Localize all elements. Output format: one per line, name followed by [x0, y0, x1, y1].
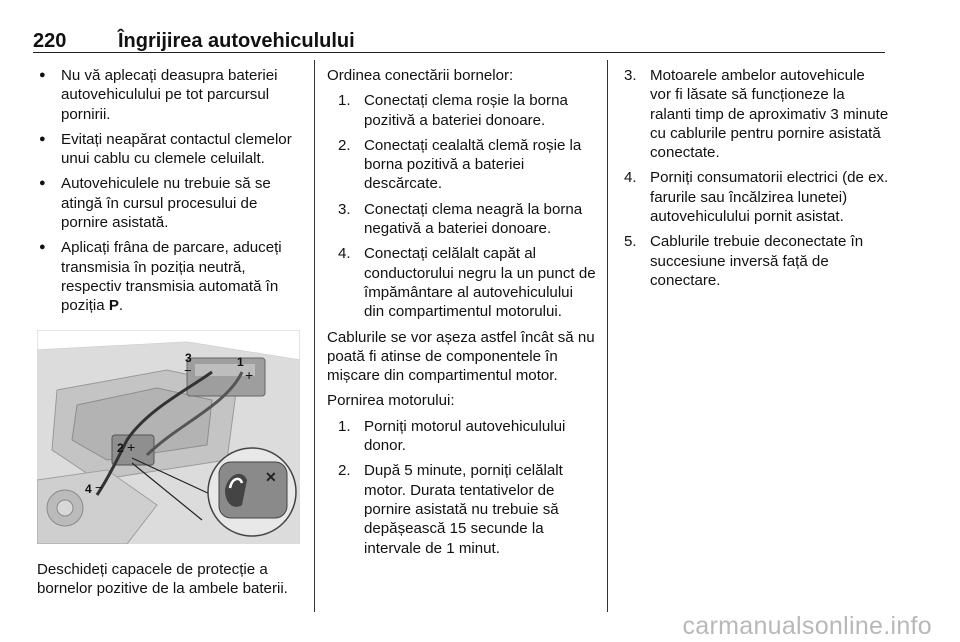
list-item: 5. Cablurile trebuie deconectate în succesiune inversă față de conectare. [624, 233, 864, 289]
list-item: 2. Conectați cealaltă clemă roșie la borna pozitivă a bateriei descărcate. [338, 136, 582, 193]
figure-label-4: 4 [85, 481, 92, 496]
list-item: 4. Conectați celălalt capăt al conductorului negru la un punct de împământare al autovehiculului din compartimentul motorului. [338, 245, 596, 321]
svg-text:✕: ✕ [265, 468, 277, 485]
page-title: Îngrijirea autovehiculului [118, 30, 355, 52]
battery-connection-diagram [37, 330, 300, 544]
figure-sign-plus: + [127, 438, 136, 455]
column-divider [314, 60, 315, 612]
list-item: ● Autovehiculele nu trebuie să se atingă în cursul procesului de pornire asistată. [37, 174, 305, 232]
start-steps-continued [624, 66, 889, 290]
column-divider [607, 60, 608, 612]
list-item: 1. Porniți motorul autovehiculului donor. [338, 417, 566, 455]
list-item: 2. După 5 minute, porniți celălalt motor. Durata tentativelor de pornire asistată nu trebuie să depășească 15 secunde la intervale de 1 minut. [338, 462, 563, 557]
page-number: 220 [33, 30, 67, 52]
list-item: 4. Porniți consumatorii electrici (de ex. farurile sau încălzirea lunetei) autovehiculului pornit asistat. [624, 169, 889, 226]
list-item: ● Evitați neapărat contactul clemelor unui cablu cu clemele celuilalt. [37, 130, 305, 169]
list-item: ● Aplicați frâna de parcare, aduceți transmisia în poziția neutră, respectiv transmisia automată în poziția P. [37, 238, 305, 315]
header-rule [33, 52, 885, 53]
figure-sign-minus: − [95, 479, 103, 495]
column-3 [624, 66, 889, 296]
safety-bullet-list [37, 66, 305, 316]
figure-label-3: 3 [185, 350, 192, 365]
page-header [33, 30, 885, 54]
figure-label-1: 1 [237, 354, 244, 369]
cable-note: Cablurile se vor așeza astfel încât să nu poată fi atinse de componentele în mișcare din compartimentul motor. [327, 328, 595, 385]
figure-sign-minus: − [184, 362, 192, 378]
engine-bay-illustration [37, 330, 300, 544]
list-item: ● Nu vă aplecați deasupra bateriei autovehiculului pe tot parcursul pornirii. [37, 66, 305, 124]
section-heading: Ordinea conectării bornelor: [327, 67, 514, 84]
gear-position: P [108, 297, 119, 315]
figure-caption: Deschideți capacele de protecție a bornelor pozitive de la ambele baterii. [37, 560, 288, 597]
watermark: carmanualsonline.info [682, 612, 932, 640]
section-heading: Pornirea motorului: [327, 392, 455, 410]
column-2 [327, 66, 597, 564]
list-item: 1. Conectați clema roșie la borna pozitivă a bateriei donoare. [338, 92, 568, 129]
list-item: 3. Conectați clema neagră la borna negativă a bateriei donoare. [338, 200, 583, 238]
figure-sign-plus: + [245, 366, 254, 383]
column-1 [37, 66, 305, 598]
start-steps [338, 417, 597, 558]
list-item: 3. Motoarele ambelor autovehicule vor fi lăsate să funcționeze la ralanti timp de aproximativ 3 minute cu cablurile pentru pornire asistată conectate. [624, 67, 889, 162]
connection-steps [338, 91, 597, 321]
figure-label-2: 2 [117, 440, 124, 455]
